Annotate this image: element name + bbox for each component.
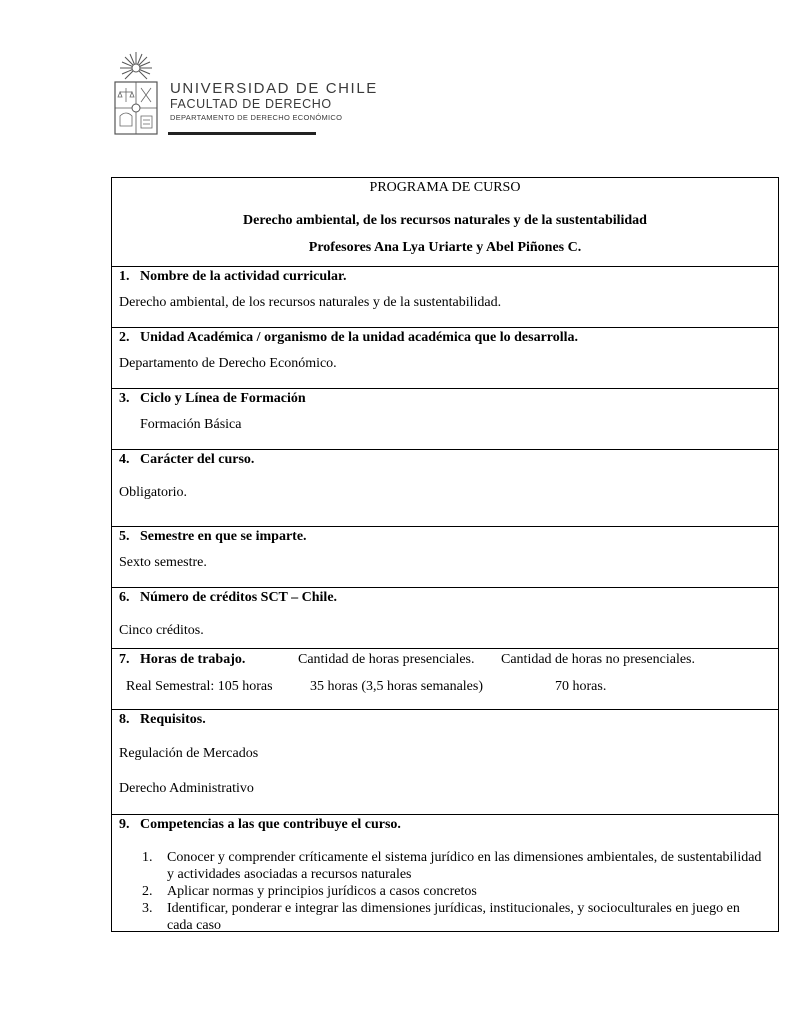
presential-hours-label: Cantidad de horas presenciales.: [298, 652, 475, 667]
requirements-row: [112, 710, 778, 815]
university-wordmark: [170, 80, 378, 124]
university-seal-icon: [112, 50, 166, 138]
faculty-name: FACULTAD DE DERECHO: [170, 97, 332, 111]
university-name: UNIVERSIDAD DE CHILE: [170, 80, 378, 97]
competencies-row: [112, 815, 778, 932]
section-title: 1. Nombre de la actividad curricular.: [119, 269, 347, 284]
hours-row: [112, 649, 778, 710]
section-value: Sexto semestre.: [119, 555, 207, 570]
section-value: Obligatorio.: [119, 485, 188, 500]
section-value: Formación Básica: [140, 417, 242, 432]
section-row: [112, 588, 778, 649]
section-title: 6. Número de créditos SCT – Chile.: [119, 590, 338, 605]
non-presential-hours-label: Cantidad de horas no presenciales.: [501, 652, 695, 667]
department-name: DEPARTAMENTO DE DERECHO ECONÓMICO: [170, 113, 343, 122]
competency-item: 2. Aplicar normas y principios jurídicos a casos concretos: [142, 884, 477, 899]
requirement-item: Derecho Administrativo: [119, 781, 254, 796]
professors: Profesores Ana Lya Uriarte y Abel Piñones C.: [308, 240, 582, 255]
university-logo: [112, 50, 378, 140]
competencies-list: [112, 849, 778, 934]
brand-underline: [168, 132, 316, 135]
competency-item: 3. Identificar, ponderar e integrar las dimensiones jurídicas, institucionales, y socioculturales en juego en cada caso: [142, 901, 740, 933]
course-title: Derecho ambiental, de los recursos naturales y de la sustentabilidad: [243, 213, 647, 228]
competency-item: 1. Conocer y comprender críticamente el sistema jurídico en las dimensiones ambientales, de sustentabilidad y actividades asociadas a recursos naturales: [142, 850, 762, 882]
presential-hours: 35 horas (3,5 horas semanales): [310, 679, 484, 694]
hours-title: 7. Horas de trabajo.: [119, 652, 246, 667]
section-title: 2. Unidad Académica / organismo de la unidad académica que lo desarrolla.: [119, 330, 579, 345]
section-value: Derecho ambiental, de los recursos naturales y de la sustentabilidad.: [119, 295, 502, 310]
non-presential-hours: 70 horas.: [555, 679, 607, 694]
section-row: [112, 267, 778, 328]
requirement-item: Regulación de Mercados: [119, 746, 259, 761]
section-title: 4. Carácter del curso.: [119, 452, 255, 467]
competencies-title: 9. Competencias a las que contribuye el curso.: [119, 817, 401, 832]
section-title: 3. Ciclo y Línea de Formación: [119, 391, 306, 406]
section-row: [112, 450, 778, 527]
section-row: [112, 328, 778, 389]
program-heading: PROGRAMA DE CURSO: [369, 180, 521, 195]
section-row: [112, 389, 778, 450]
course-program-table: [111, 177, 779, 932]
section-title: 5. Semestre en que se imparte.: [119, 529, 307, 544]
total-hours: Real Semestral: 105 horas: [126, 679, 273, 694]
section-value: Departamento de Derecho Económico.: [119, 356, 337, 371]
section-row: [112, 527, 778, 588]
section-value: Cinco créditos.: [119, 623, 204, 638]
requirements-title: 8. Requisitos.: [119, 712, 206, 727]
program-header: [112, 178, 778, 267]
